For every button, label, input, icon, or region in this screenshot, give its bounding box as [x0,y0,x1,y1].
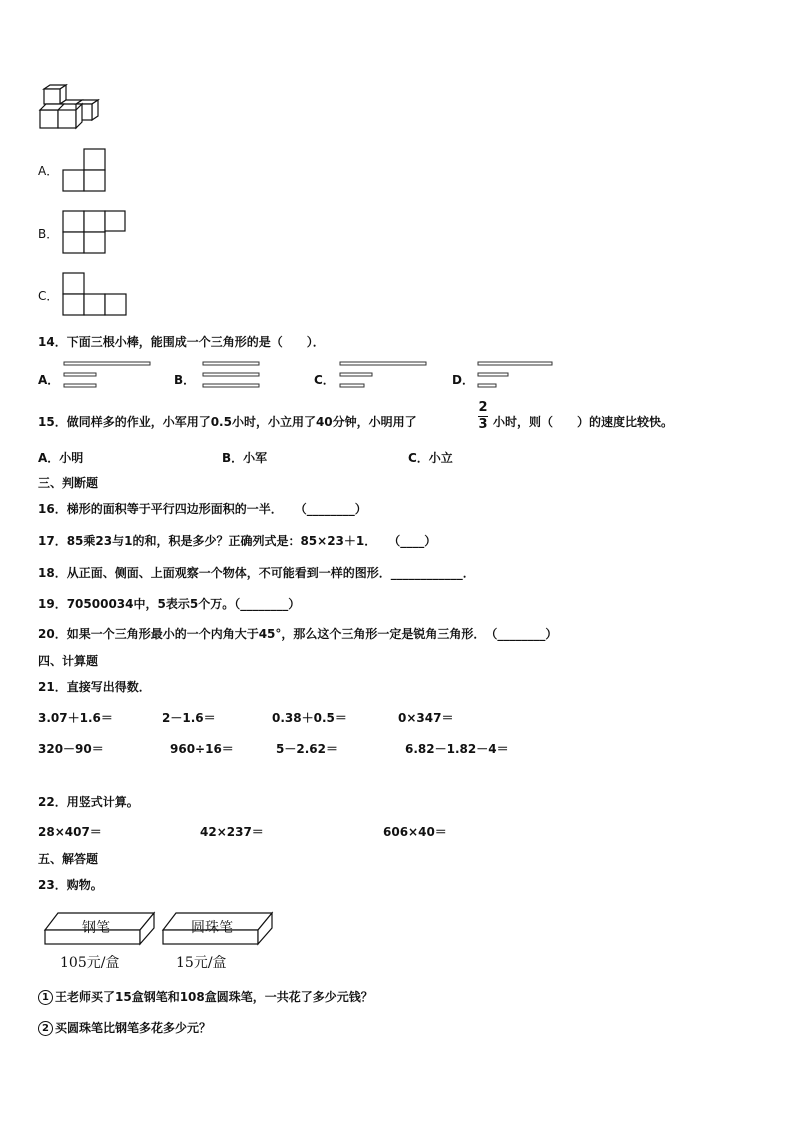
q14-option-a-label: A． [38,373,60,387]
circled-number-2: 2 [38,1021,53,1036]
q21-calc: 5－2.62＝ [276,742,338,756]
q13-option-b-label: B． [38,227,59,241]
q23-sub2-text: 买圆珠笔比钢笔多花多少元？ [55,1021,212,1035]
q23-sub2 [38,1019,211,1036]
q14-option-b-sticks [203,360,293,390]
section-5-title: 五、解答题 [38,852,99,866]
q14-option-d-sticks [478,360,568,390]
q15-stem-after: 小时，则（ ）的速度比较快。 [493,415,674,429]
pen-box-price: 105元/盒 [60,955,120,971]
q13-option-a-figure [62,148,112,194]
section-3-title: 三、判断题 [38,476,99,490]
cube-stack-figure [36,84,106,134]
q23-sub1-text: 王老师买了15盒钢笔和108盒圆珠笔，一共花了多少元钱？ [55,990,373,1004]
q18: 18．从正面、侧面、上面观察一个物体，不可能看到一样的图形．____________． [38,566,475,580]
q14-option-c-sticks [340,360,430,390]
q22-calc: 42×237＝ [200,825,264,839]
q15-option-a: A．小明 [38,451,84,465]
q13-option-c-label: C． [38,289,59,303]
q21-calc: 0×347＝ [398,711,454,725]
q19: 19．70500034中，5表示5个万。（________） [38,597,301,611]
ballpoint-box-price: 15元/盒 [176,955,227,971]
q14-option-c-label: C． [314,373,335,387]
circled-number-1: 1 [38,990,53,1005]
q21-calc: 0.38＋0.5＝ [272,711,347,725]
q16: 16．梯形的面积等于平行四边形面积的一半． （________） [38,502,367,516]
q13-option-a-label: A． [38,164,59,178]
q21-calc: 2－1.6＝ [162,711,216,725]
q20: 20．如果一个三角形最小的一个内角大于45°，那么这个三角形一定是锐角三角形． （________） [38,627,558,641]
q21-calc: 6.82－1.82－4＝ [405,742,509,756]
q22-calc: 28×407＝ [38,825,102,839]
q14-option-d-label: D． [452,373,474,387]
q21-stem: 21．直接写出得数． [38,680,151,694]
q17: 17．85乘23与1的和，积是多少？正确列式是：85×23＋1． （____） [38,534,437,548]
q14-stem: 14．下面三根小棒，能围成一个三角形的是（ ）． [38,335,325,349]
q15-fraction-denominator: 3 [478,417,488,432]
q23-sub1 [38,988,373,1005]
q23-stem: 23．购物。 [38,878,103,892]
q14-option-a-sticks [64,360,154,390]
q15-stem-before: 15．做同样多的作业，小军用了0.5小时，小立用了40分钟，小明用了 [38,415,417,429]
q13-option-b-figure [62,210,132,256]
q14-option-b-label: B． [174,373,196,387]
q21-calc: 3.07＋1.6＝ [38,711,113,725]
section-4-title: 四、计算题 [38,654,99,668]
ballpoint-box-label: 圆珠笔 [191,920,233,936]
q15-option-b: B．小军 [222,451,268,465]
q22-stem: 22．用竖式计算。 [38,795,139,809]
q15-fraction [478,401,488,432]
pen-box-label: 钢笔 [82,920,110,936]
q22-calc: 606×40＝ [383,825,447,839]
q15-fraction-numerator: 2 [478,400,488,415]
q13-option-c-figure [62,272,132,318]
q15-option-c: C．小立 [408,451,453,465]
q21-calc: 960÷16＝ [170,742,234,756]
q21-calc: 320－90＝ [38,742,104,756]
